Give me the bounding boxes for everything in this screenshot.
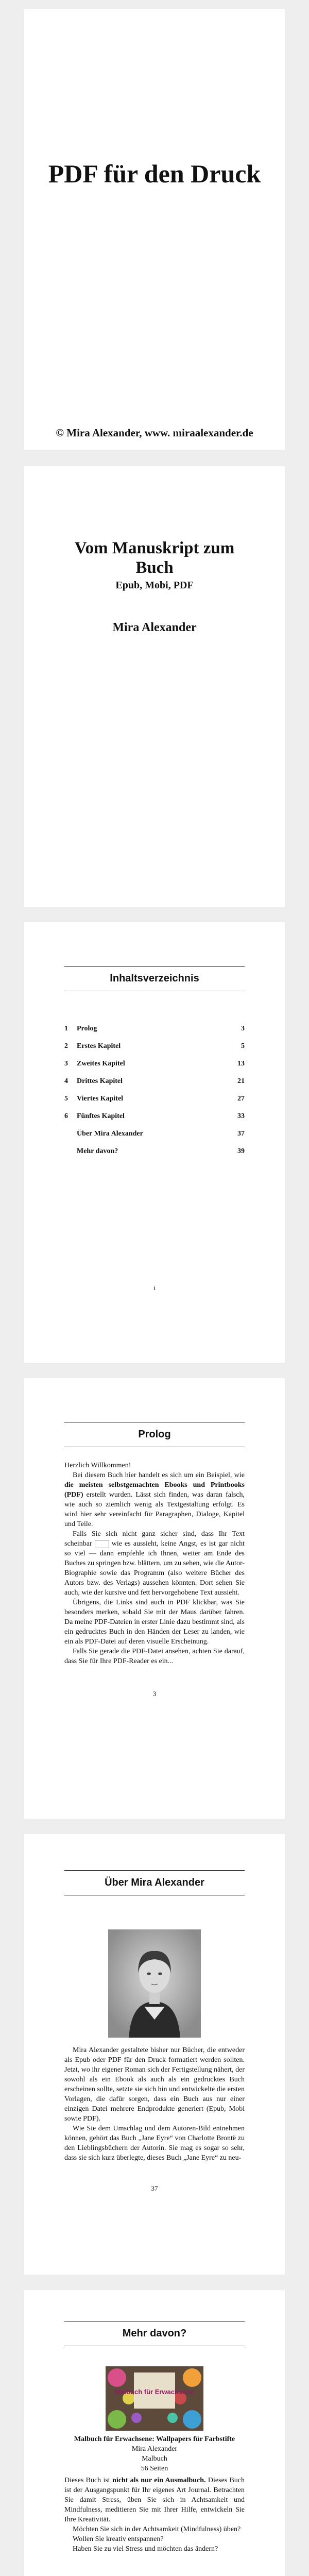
- paragraph: [64, 1470, 245, 1529]
- paragraph: Wollen Sie kreativ entspannen?: [73, 2535, 164, 2543]
- about-text: [64, 2045, 245, 2163]
- paragraph: Falls Sie gerade die PDF-Datei ansehen, achten Sie darauf, dass Sie für Ihre PDF-Reader es ein...: [64, 1648, 245, 1665]
- book-title: Vom Manuskript zum Buch: [74, 539, 235, 577]
- cover-footer: © Mira Alexander, www. miraalexander.de: [56, 427, 253, 439]
- page-number: 37: [151, 2184, 158, 2192]
- chapter-heading-block: [64, 1870, 245, 1895]
- paragraph: Wie Sie dem Umschlag und dem Autoren-Bild entnehmen können, gehört das Buch „Jane Eyre“ von Charlotte Brontë zu den Lieblingsbüchern der Autorin. Sie mag es sogar so sehr, dass sie sich kurz überlegte, dieses Buch „Jane Eyre“ zu neu-: [64, 2125, 245, 2162]
- bold-text: die meisten selbstgemachten Ebooks und Printbooks (PDF): [64, 1481, 245, 1499]
- more-text: [64, 2476, 245, 2554]
- more-page: [24, 2290, 285, 2576]
- toc-entry-label: Zweites Kapitel: [77, 1060, 125, 1067]
- book-author: Mira Alexander: [112, 621, 197, 634]
- toc-entry-label: Fünftes Kapitel: [77, 1112, 125, 1120]
- bold-text: nicht als nur ein Ausmalbuch.: [112, 2477, 206, 2484]
- toc-entry-label: Mehr davon?: [77, 1147, 118, 1155]
- chapter-heading-block: [64, 2321, 245, 2346]
- toc-entry-label: Erstes Kapitel: [77, 1042, 121, 1050]
- title-page: [24, 466, 285, 907]
- book-genre: Malbuch: [142, 2455, 167, 2463]
- toc-entry-number: 3: [64, 1060, 68, 1067]
- toc-entry[interactable]: [64, 1090, 245, 1108]
- toc-entry-page: 21: [237, 1077, 245, 1085]
- text-run: wie es aussieht, keine Angst, es ist gar nicht so viel — dann empfehle ich Ihnen, weiter am Ende des Buches zu springen bzw. blättern, um zu sehen, wie die Autor-Biographie sowie das Programm (also weitere Bücher des Autors bzw. des Verlags) aussehen könnten. Dort sehen Sie auch, wie der kursive und fett hervorgehobene Text aussieht.: [64, 1540, 245, 1597]
- toc-entry-page: 5: [241, 1042, 245, 1050]
- toc-entry-page: 37: [237, 1130, 245, 1138]
- toc-entry[interactable]: [64, 1108, 245, 1125]
- heading-rule-top: [64, 1870, 245, 1871]
- toc-entry-page: 3: [241, 1025, 245, 1032]
- toc-list: [64, 1020, 245, 1160]
- text-run: erstellt wurden. Lässt sich finden, was daran falsch, wie auch so ziemlich wenig als Textgestaltung erfolgt. Es wird hier sehr vereinfacht für Paragraphen, Dialoge, Kapitel und Teile.: [64, 1491, 245, 1528]
- chapter-heading: Mehr davon?: [122, 2328, 187, 2339]
- paragraph: Herzlich Willkommen!: [64, 1462, 131, 1469]
- book-title-link[interactable]: Malbuch für Erwachsene: Wallpapers für Farbstifte: [74, 2435, 235, 2443]
- paragraph: Übrigens, die Links sind auch in PDF klickbar, was Sie besonders merken, sobald Sie mit der Maus darüber fahren. Da meine PDF-Dateien in erster Linie dazu bestimmt sind, als ein gedrucktes Buch in den Händen der Leser zu landen, wie ein als PDF-Datei auf deren visuelle Erscheinung.: [64, 1599, 245, 1646]
- toc-entry-number: 6: [64, 1112, 68, 1120]
- about-page: [24, 1834, 285, 2275]
- paragraph: Möchten Sie sich in der Achtsamkeit (Mindfulness) üben?: [73, 2526, 241, 2533]
- prolog-page: [24, 1378, 285, 1819]
- book-pages: 56 Seiten: [141, 2465, 168, 2472]
- toc-entry-number: 4: [64, 1077, 68, 1085]
- prolog-text: [64, 1461, 245, 1666]
- book-info: [64, 2434, 245, 2473]
- book-author: Mira Alexander: [131, 2445, 178, 2453]
- toc-entry-number: 5: [64, 1095, 68, 1103]
- toc-heading-block: [64, 966, 245, 991]
- cover-title: PDF für den Druck: [48, 159, 261, 188]
- placeholder-box: [95, 1540, 109, 1548]
- author-portrait: [108, 1929, 201, 2038]
- toc-entry-label: Drittes Kapitel: [77, 1077, 123, 1085]
- toc-entry-number: 1: [64, 1025, 68, 1032]
- toc-entry[interactable]: [64, 1055, 245, 1073]
- book-subtitle: Epub, Mobi, PDF: [115, 580, 194, 591]
- toc-entry-page: 39: [237, 1147, 245, 1155]
- toc-entry-page: 33: [237, 1112, 245, 1120]
- paragraph: Haben Sie zu viel Stress und möchten das ändern?: [73, 2545, 218, 2553]
- chapter-heading: Prolog: [138, 1429, 171, 1440]
- paragraph: [64, 2476, 245, 2524]
- toc-entry-number: 2: [64, 1042, 68, 1050]
- paragraph: Mira Alexander gestaltete bisher nur Bücher, die entweder als Epub oder PDF für den Druck formatiert werden sollten. Jetzt, wo ihr eigener Roman sich der Fertigstellung nähert, der sowohl als ein Ebook als auch als ein gedrucktes Buch erscheinen sollte, setzte sie sich hin und entwickelte die ersten Vorlagen, die dafür sorgen, dass ein Buch aus nur einer einzigen Datei mehrere Endprodukte generiert (Epub, Mobi sowie PDF).: [64, 2046, 245, 2123]
- text-run: Dieses Buch ist der Ausgangspunkt für Ihr eigenes Art Journal. Betrachten Sie damit Stress, üben Sie sich in Achtsamkeit und Mindfulness, meditieren Sie mit Ihrer Hilfe, entwickeln Sie Ihre Kreativität.: [64, 2477, 245, 2523]
- text-run: Dieses Buch ist: [64, 2477, 110, 2484]
- chapter-heading-block: [64, 1422, 245, 1447]
- cover-title-text: Malbuch für Erwachsene: [115, 2388, 194, 2396]
- cover-page: [24, 9, 285, 450]
- text-run: Falls Sie sich nicht ganz sicher sind, dass Ihr Text scheinbar: [64, 1530, 245, 1548]
- toc-entry-page: 13: [237, 1060, 245, 1067]
- heading-rule-top: [64, 966, 245, 967]
- chapter-heading: Über Mira Alexander: [105, 1877, 204, 1888]
- toc-entry-label: Prolog: [77, 1025, 97, 1032]
- toc-entry-page: 27: [237, 1095, 245, 1103]
- text-run: Bei diesem Buch hier handelt es sich um ein Beispiel, wie: [73, 1471, 245, 1479]
- toc-entry[interactable]: [64, 1143, 245, 1160]
- toc-entry[interactable]: [64, 1038, 245, 1055]
- paragraph: [64, 1529, 245, 1598]
- toc-entry-label: Viertes Kapitel: [77, 1095, 124, 1103]
- page-number: 3: [152, 1690, 157, 1698]
- page-number: i: [153, 1284, 156, 1292]
- toc-entry-label: Über Mira Alexander: [77, 1130, 143, 1138]
- toc-entry[interactable]: [64, 1073, 245, 1090]
- toc-page: [24, 922, 285, 1363]
- toc-entry[interactable]: [64, 1020, 245, 1038]
- toc-entry[interactable]: [64, 1125, 245, 1143]
- book-cover-image[interactable]: [106, 2366, 203, 2431]
- toc-heading: Inhaltsverzeichnis: [110, 973, 199, 984]
